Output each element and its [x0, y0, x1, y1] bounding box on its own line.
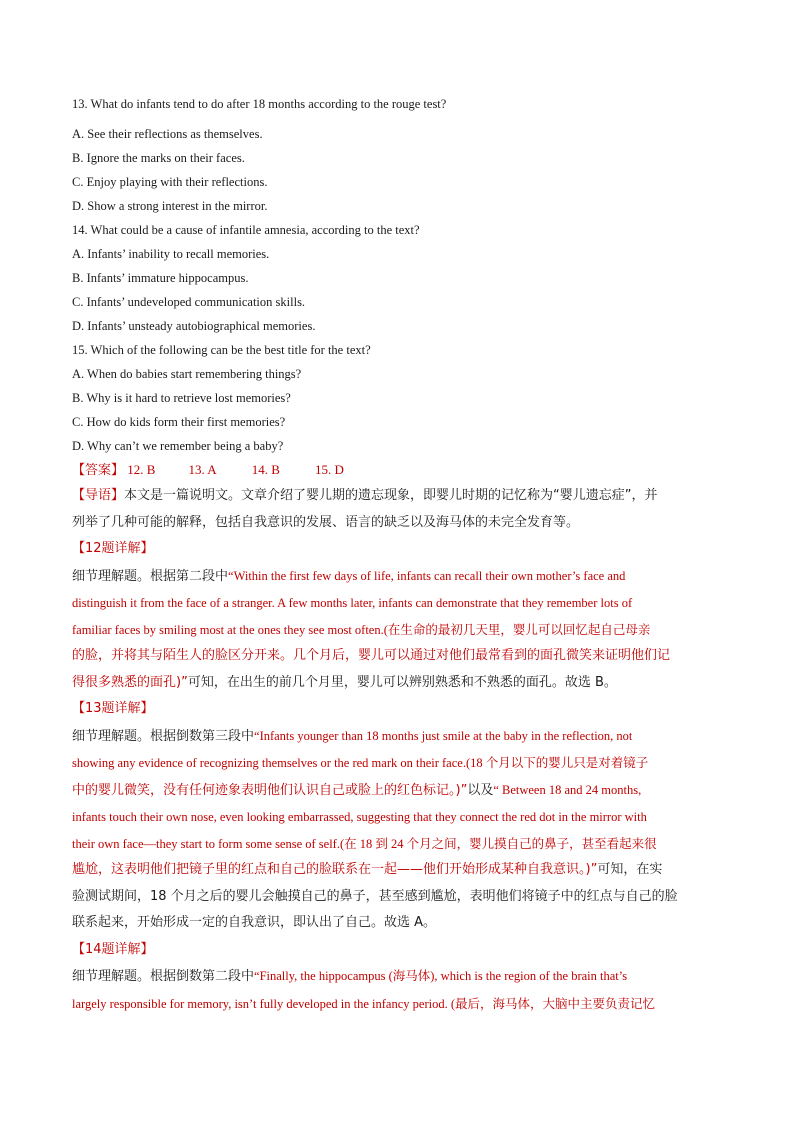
q13-option-b: B. Ignore the marks on their faces.	[72, 151, 245, 165]
q14-option-d: D. Infants’ unsteady autobiographical memories.	[72, 319, 316, 333]
answer-key	[72, 458, 724, 483]
q14-option-c: C. Infants’ undeveloped communication skills.	[72, 295, 306, 309]
q12-heading: 【12题详解】	[72, 541, 154, 556]
q15-option-c: C. How do kids form their first memories?	[72, 415, 286, 429]
q13-option-c: C. Enjoy playing with their reflections.	[72, 175, 268, 189]
q13-quote-line-1: “Infants younger than 18 months just smile at the baby in the reflection, not	[254, 728, 633, 743]
q12-quote-line-3: familiar faces by smiling most at the ones they see most often.(在生命的最初几天里，婴儿可以回忆起自己母亲	[72, 622, 651, 637]
q14-quote-line-2: largely responsible for memory, isn’t fully developed in the infancy period. (最后，海马体，大脑中主要负责记忆	[72, 996, 656, 1011]
q12-quote-line-4: 的脸，并将其与陌生人的脸区分开来。几个月后，婴儿可以通过对他们最常看到的面孔微笑来证明他们记	[72, 648, 671, 663]
q12-quote-line-2: distinguish it from the face of a stranger. A few months later, infants can demonstrate that they remember lots of	[72, 596, 633, 610]
q13-conclusion-1: 可知，在实	[597, 862, 663, 877]
document-page	[72, 92, 724, 1017]
q12-quote-line-5: 得很多熟悉的面孔)”	[72, 674, 188, 690]
q13-conclusion-3: 联系起来，开始形成一定的自我意识，即认出了自己。故选 A。	[72, 915, 437, 930]
q14-option-b: B. Infants’ immature hippocampus.	[72, 271, 249, 285]
question-13-stem: 13. What do infants tend to do after 18 months according to the rouge test?	[72, 97, 447, 111]
q14-option-a: A. Infants’ inability to recall memories.	[72, 247, 270, 261]
q15-option-a: A. When do babies start remembering things?	[72, 367, 302, 381]
guide-line-1: 本文是一篇说明文。文章介绍了婴儿期的遗忘现象，即婴儿时期的记忆称为“婴儿遗忘症”，并	[124, 488, 658, 503]
q12-conclusion: 可知，在出生的前几个月里，婴儿可以辨别熟悉和不熟悉的面孔。故选 B。	[187, 674, 617, 690]
q12-quote-line-1: “Within the first few days of life, infants can recall their own mother’s face and	[228, 568, 626, 583]
answer-15: 15. D	[315, 462, 344, 477]
answer-label: 【答案】	[72, 463, 125, 478]
q14-explanation	[72, 963, 724, 1017]
q13-conclusion-2: 验测试期间，18 个月之后的婴儿会触摸自己的鼻子，甚至感到尴尬，表明他们将镜子中的红点与自己的脸	[72, 888, 678, 904]
answer-12: 12. B	[127, 462, 156, 477]
q13-quote-line-4: infants touch their own nose, even looking embarrassed, suggesting that they connect the red dot in the mirror with	[72, 810, 647, 824]
q13-quote-line-5: their own face—they start to form some sense of self.(在 18 到 24 个月之间，婴儿摸自己的鼻子，甚至看起来很	[72, 836, 657, 851]
q13-explanation	[72, 723, 724, 937]
q13-intro: 细节理解题。根据倒数第三段中	[72, 728, 255, 744]
q14-quote-line-1: “Finally, the hippocampus (海马体), which is the region of the brain that’s	[254, 969, 628, 983]
q13-option-a: A. See their reflections as themselves.	[72, 127, 263, 141]
guide-paragraph	[72, 483, 724, 536]
question-14-stem: 14. What could be a cause of infantile amnesia, according to the text?	[72, 223, 420, 237]
q13-connector: 以及	[467, 782, 494, 798]
q15-option-d: D. Why can’t we remember being a baby?	[72, 439, 284, 453]
question-15-stem: 15. Which of the following can be the best title for the text?	[72, 343, 371, 357]
q12-intro: 细节理解题。根据第二段中	[72, 568, 229, 584]
answer-14: 14. B	[251, 462, 280, 477]
q13-quote-line-6: 尴尬，这表明他们把镜子里的红点和自己的脸联系在一起——他们开始形成某种自我意识。)”	[72, 862, 598, 877]
q13-quote-line-2: showing any evidence of recognizing themselves or the red mark on their face.(18 个月以下的婴儿只是对着镜子	[72, 756, 649, 770]
q14-intro: 细节理解题。根据倒数第二段中	[72, 969, 255, 984]
q12-explanation	[72, 563, 724, 697]
guide-label: 【导语】	[72, 488, 125, 503]
q15-option-b: B. Why is it hard to retrieve lost memories?	[72, 391, 291, 405]
answer-13: 13. A	[188, 462, 217, 477]
guide-line-2: 列举了几种可能的解释，包括自我意识的发展、语言的缺乏以及海马体的未完全发育等。	[72, 514, 580, 530]
q13-option-d: D. Show a strong interest in the mirror.	[72, 199, 268, 213]
q13-quote-line-3: 中的婴儿微笑，没有任何迹象表明他们认识自己或脸上的红色标记。)”	[72, 782, 468, 798]
q14-heading: 【14题详解】	[72, 941, 154, 957]
q13-heading: 【13题详解】	[72, 701, 154, 716]
q13-quote2-start: “ Between 18 and 24 months,	[493, 782, 642, 797]
